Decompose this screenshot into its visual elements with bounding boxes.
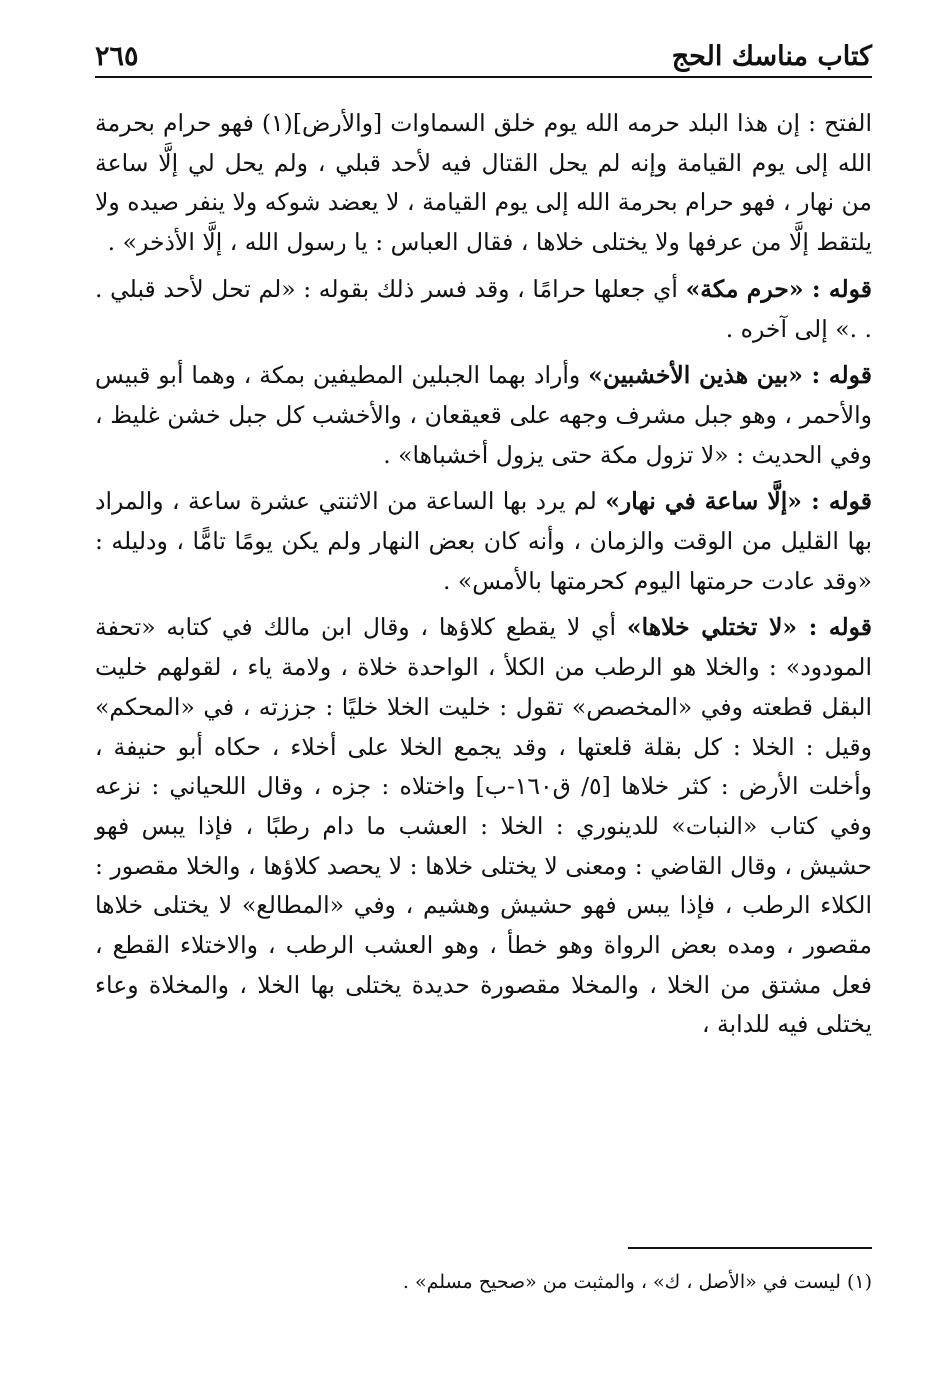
paragraph-2 (95, 270, 872, 349)
paragraph-text: أي جعلها حرامًا ، وقد فسر ذلك بقوله : «لم تحل لأحد قبلي . . .» إلى آخره . (95, 274, 872, 343)
main-text (95, 104, 872, 1052)
paragraph-4 (95, 482, 872, 601)
paragraph-5 (95, 608, 872, 1045)
page-number: ٢٦٥ (95, 41, 139, 72)
paragraph-3 (95, 356, 872, 475)
footnote (95, 1268, 872, 1296)
running-title: كتاب مناسك الحج (671, 41, 872, 72)
paragraph-1 (95, 104, 872, 263)
paragraph-keyword: «إلَّا ساعة في نهار» (605, 487, 802, 516)
paragraph-keyword: «حرم مكة» (685, 274, 804, 303)
paragraph-keyword: «لا تختلي خلاها» (626, 613, 798, 642)
footnote-separator (628, 1247, 872, 1249)
paragraph-text: وأراد بهما الجبلين المطيفين بمكة ، وهما أبو قبيس والأحمر ، وهو جبل مشرف وجهه على قعيقعان ، والأخشب كل جبل خشن غليظ ، وفي الحديث : «لا تزول مكة حتى يزول أخشباها» . (95, 361, 872, 469)
paragraph-keyword: «بين هذين الأخشبين» (588, 361, 803, 390)
paragraph-lead: قوله : (802, 487, 873, 516)
page-header (95, 30, 872, 78)
paragraph-text: لم يرد بها الساعة من الاثنتي عشرة ساعة ، والمراد بها القليل من الوقت والزمان ، وأنه كان بعض النهار ولم يكن يومًا تامًّا ، ودليله : «وقد عادت حرمتها اليوم كحرمتها بالأمس» . (95, 487, 872, 595)
paragraph-lead: قوله : (797, 613, 872, 642)
paragraph-text: الفتح : إن هذا البلد حرمه الله يوم خلق السماوات [والأرض](١) فهو حرام بحرمة الله إلى يوم القيامة وإنه لم يحل القتال فيه لأحد قبلي ، ولم يحل لي إلَّا ساعة من نهار ، فهو حرام بحرمة الله إلى يوم القيامة ، لا يعضد شوكه ولا ينفر صيده ولا يلتقط إلَّا من عرفها ولا يختلى خلاها ، فقال العباس : يا رسول الله ، إلَّا الأذخر» . (95, 109, 872, 257)
paragraph-lead: قوله : (803, 274, 873, 303)
paragraph-text: أي لا يقطع كلاؤها ، وقال ابن مالك في كتابه «تحفة المودود» : والخلا هو الرطب من الكلأ ، الواحدة خلاة ، ولامة ياء ، لقولهم خليت البقل قطعته وفي «المخصص» تقول : خليت الخلا خليًا : جززته ، في «المحكم» وقيل : الخلا : كل بقلة قلعتها ، وقد يجمع الخلا على أخلاء ، حكاه أبو حنيفة ، وأخلت الأرض : كثر خلاها [٥/ ق١٦٠-ب] واختلاه : جزه ، وقال اللحياني : نزعه وفي كتاب «النبات» للدينوري : الخلا : العشب ما دام رطبًا ، فإذا يبس فهو حشيش ، وقال القاضي : ومعنى لا يختلى خلاها : لا يحصد كلاؤها ، والخلا مقصور : الكلاء الرطب ، فإذا يبس فهو حشيش وهشيم ، وفي «المطالع» لا يختلى خلاها مقصور ، ومده بعض الرواة وهو خطأ ، وهو العشب الرطب ، والاختلاء القطع ، فعل مشتق من الخلا ، والمخلا مقصورة حديدة يختلى بها الخلا ، والمخلاة وعاء يختلى فيه للدابة ، (95, 613, 873, 1039)
footnote-text: (١) ليست في «الأصل ، ك» ، والمثبت من «صحيح مسلم» . (402, 1271, 872, 1293)
paragraph-lead: قوله : (802, 361, 872, 390)
